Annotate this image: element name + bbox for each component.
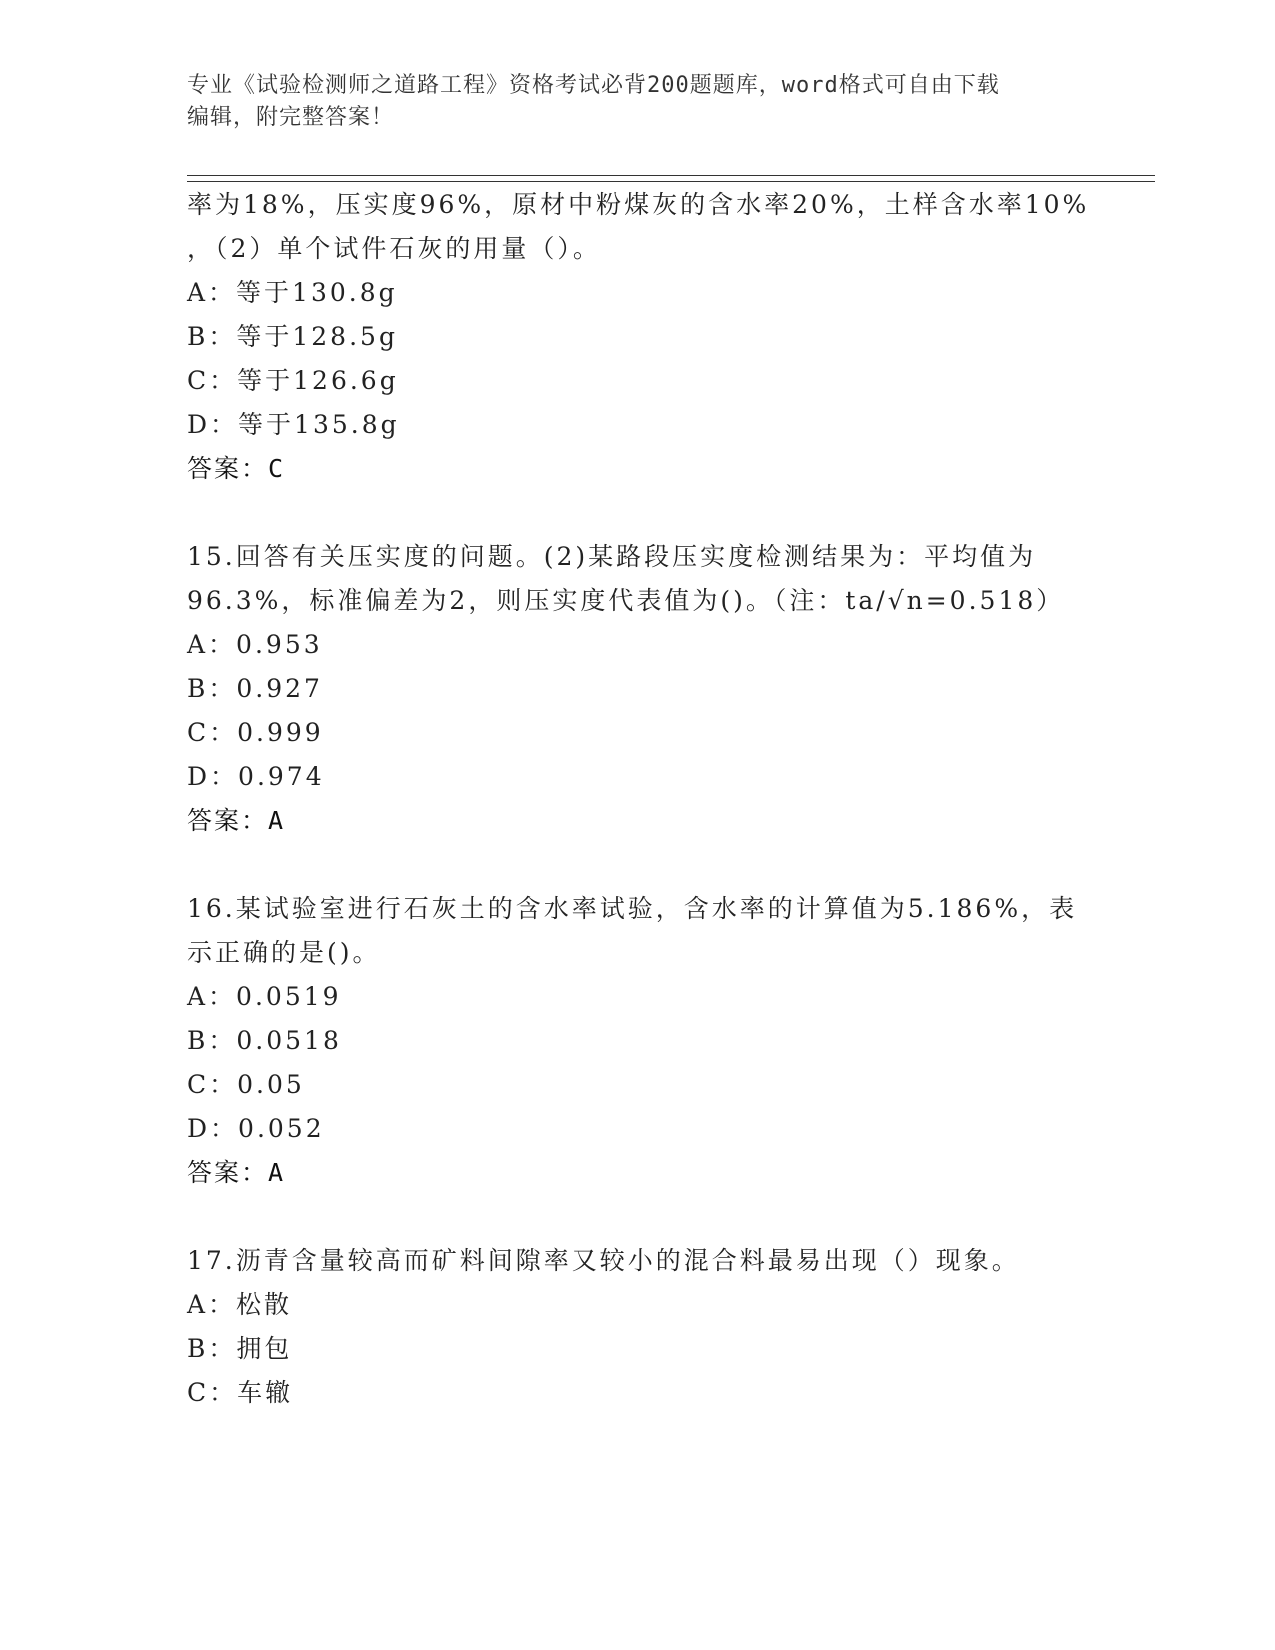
option-a: A：等于130.8g — [187, 278, 398, 307]
option-c: C：车辙 — [187, 1378, 294, 1407]
question-stem-line: 17.沥青含量较高而矿料间隙率又较小的混合料最易出现（）现象。 — [187, 1246, 1020, 1275]
question-stem-line: 16.某试验室进行石灰土的含水率试验，含水率的计算值为5.186%，表 — [187, 894, 1078, 923]
header-rule-top — [187, 175, 1155, 176]
option-d: D：0.052 — [187, 1114, 325, 1143]
document-header — [187, 70, 1087, 134]
header-line-2: 编辑，附完整答案！ — [187, 105, 395, 130]
option-a: A：0.953 — [187, 630, 323, 659]
option-d: D：0.974 — [187, 762, 325, 791]
question-stem-line: ，（2）单个试件石灰的用量（）。 — [187, 234, 601, 263]
option-d: D：等于135.8g — [187, 410, 400, 439]
question-stem-line: 15.回答有关压实度的问题。(2)某路段压实度检测结果为：平均值为 — [187, 542, 1037, 571]
header-line-1: 专业《试验检测师之道路工程》资格考试必背200题题库，word格式可自由下载 — [187, 73, 1000, 98]
header-rule-bottom — [187, 181, 1155, 182]
option-c: C：等于126.6g — [187, 366, 399, 395]
option-c: C：0.999 — [187, 718, 324, 747]
option-a: A：松散 — [187, 1290, 293, 1319]
option-b: B：0.0518 — [187, 1026, 342, 1055]
option-b: B：0.927 — [187, 674, 323, 703]
option-c: C：0.05 — [187, 1070, 305, 1099]
question-stem-line: 96.3%，标准偏差为2，则压实度代表值为()。（注：ta/√n=0.518） — [187, 586, 1065, 615]
question-stem-line: 率为18%，压实度96%，原材中粉煤灰的含水率20%，土样含水率10% — [187, 190, 1090, 219]
option-a: A：0.0519 — [187, 982, 342, 1011]
option-b: B：等于128.5g — [187, 322, 398, 351]
answer-line: 答案：A — [187, 1158, 286, 1187]
answer-line: 答案：A — [187, 806, 286, 835]
question-stem-line: 示正确的是()。 — [187, 938, 381, 967]
option-b: B：拥包 — [187, 1334, 293, 1363]
answer-line: 答案：C — [187, 454, 286, 483]
